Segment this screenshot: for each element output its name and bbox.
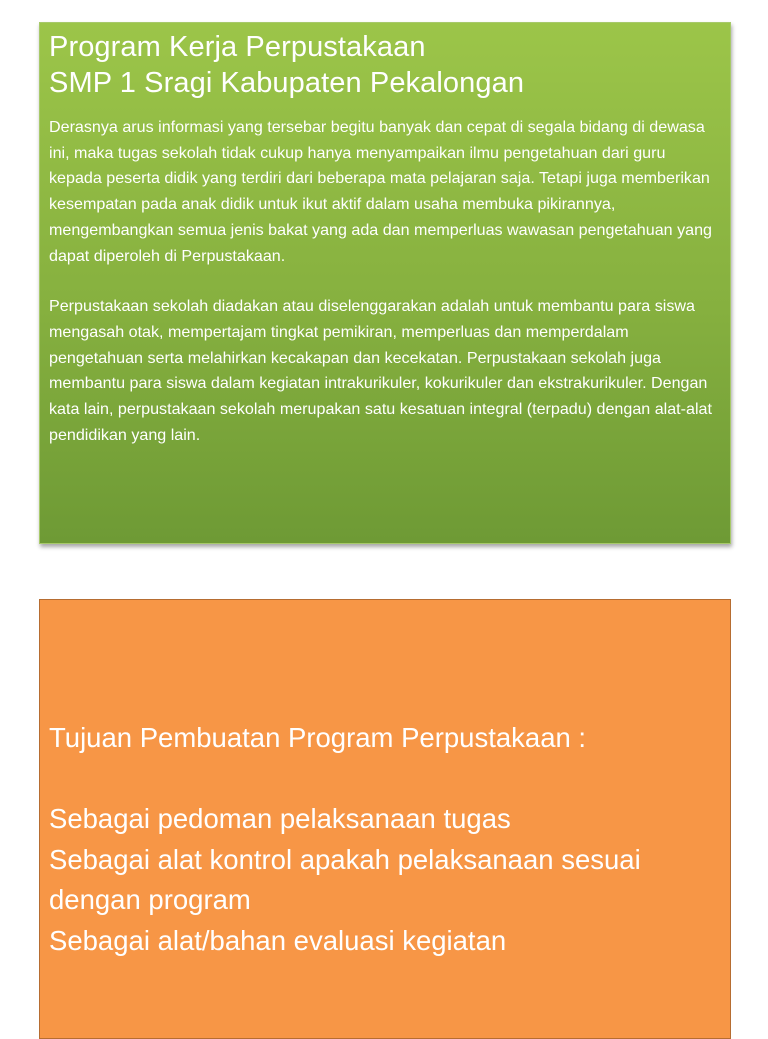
intro-paragraph-1: Derasnya arus informasi yang tersebar begitu banyak dan cepat di segala bidang di dewasa ini, maka tugas sekolah tidak cukup hanya menyampaikan ilmu pengetahuan dari guru kepada peserta didik yang terdiri dari beberapa mata pelajaran saja. Tetapi juga memberikan kesempatan pada anak didik untuk ikut aktif dalam usaha membuka pikirannya, mengembangkan semua jenis bakat yang ada dan memperluas wawasan pengetahuan yang dapat diperoleh di Perpustakaan. [49, 118, 712, 265]
goals-panel [39, 599, 731, 1039]
goal-item-3: Sebagai alat/bahan evaluasi kegiatan [49, 924, 507, 956]
goals-heading: Tujuan Pembuatan Program Perpustakaan : [49, 722, 587, 753]
document-title [49, 29, 721, 101]
goal-item-1: Sebagai pedoman pelaksanaan tugas [49, 803, 511, 834]
goal-item-2: Sebagai alat kontrol apakah pelaksanaan sesuai dengan program [49, 843, 641, 915]
intro-paragraph-2: Perpustakaan sekolah diadakan atau diselenggarakan adalah untuk membantu para siswa mengasah otak, mempertajam tingkat pemikiran, memperluas dan memperdalam pengetahuan serta melahirkan kecakapan dan kecekatan. Perpustakaan sekolah juga membantu para siswa dalam kegiatan intrakurikuler, kokurikuler dan ekstrakurikuler. Dengan kata lain, perpustakaan sekolah merupakan satu kesatuan integral (terpadu) dengan alat-alat pendidikan yang lain. [49, 297, 712, 444]
title-line-1: Program Kerja Perpustakaan [49, 31, 426, 63]
intro-panel [39, 22, 731, 544]
title-line-2: SMP 1 Sragi Kabupaten Pekalongan [49, 67, 525, 99]
